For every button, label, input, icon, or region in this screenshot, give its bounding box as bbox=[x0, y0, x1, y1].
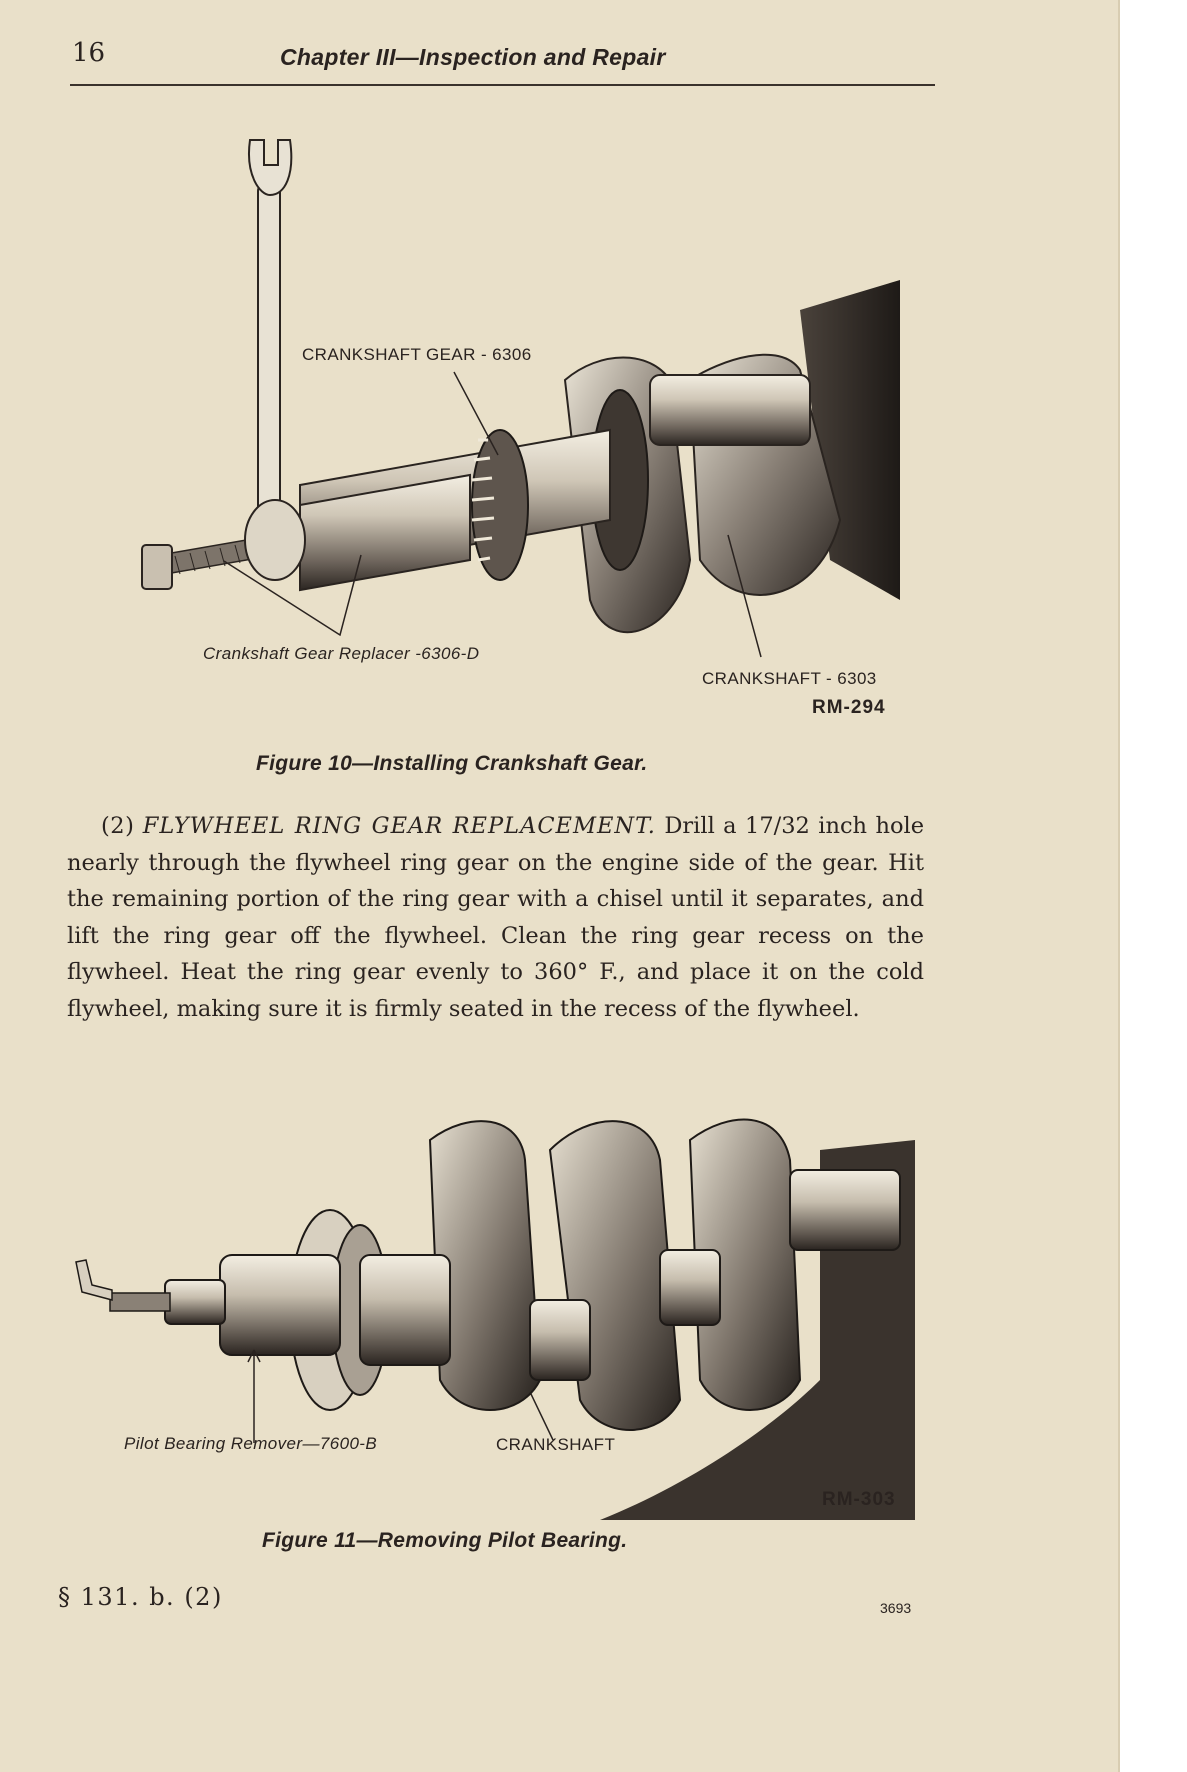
crankshaft-gear-shape bbox=[472, 430, 528, 580]
plate-number: 3693 bbox=[880, 1600, 912, 1616]
wrench-shape bbox=[245, 140, 305, 580]
page-number: 16 bbox=[72, 38, 106, 68]
section-reference: § 131. b. (2) bbox=[58, 1583, 223, 1611]
figure-11-caption: Figure 11—Removing Pilot Bearing. bbox=[262, 1529, 628, 1552]
remover-handle-shape bbox=[76, 1260, 112, 1300]
label-pilot-remover: Pilot Bearing Remover—7600-B bbox=[124, 1434, 378, 1453]
paragraph-title: FLYWHEEL RING GEAR REPLACEMENT. bbox=[142, 813, 656, 839]
paragraph-body: Drill a 17/32 inch hole nearly through the flywheel ring gear on the engine side of the gear. Hit the remaining portion of the ring gear with a chisel until it separates, and lift the ring gear off the flywheel. Clean the ring gear recess on the flywheel. Heat the ring gear evenly to 360° F., and place it on the cold flywheel, making sure it is firmly seated in the recess of the flywheel. bbox=[67, 813, 925, 1022]
label-gear-replacer: Crankshaft Gear Replacer -6306-D bbox=[203, 644, 480, 663]
figure-10-illustration bbox=[0, 0, 1118, 700]
flywheel-paragraph bbox=[67, 808, 924, 1027]
remover-body-shape bbox=[220, 1255, 340, 1355]
figure-10-caption: Figure 10—Installing Crankshaft Gear. bbox=[256, 752, 648, 775]
main-journal-shape bbox=[360, 1255, 450, 1365]
label-crankshaft-11: CRANKSHAFT bbox=[496, 1435, 616, 1454]
figure-11-reference: RM-303 bbox=[822, 1489, 896, 1510]
label-crankshaft-gear: CRANKSHAFT GEAR - 6306 bbox=[302, 345, 532, 364]
label-crankshaft: CRANKSHAFT - 6303 bbox=[702, 669, 877, 688]
running-head: Chapter III—Inspection and Repair bbox=[280, 44, 666, 70]
figure-10-reference: RM-294 bbox=[812, 697, 886, 718]
figure-11-illustration bbox=[0, 1100, 1118, 1600]
paragraph-number: (2) bbox=[101, 813, 135, 839]
